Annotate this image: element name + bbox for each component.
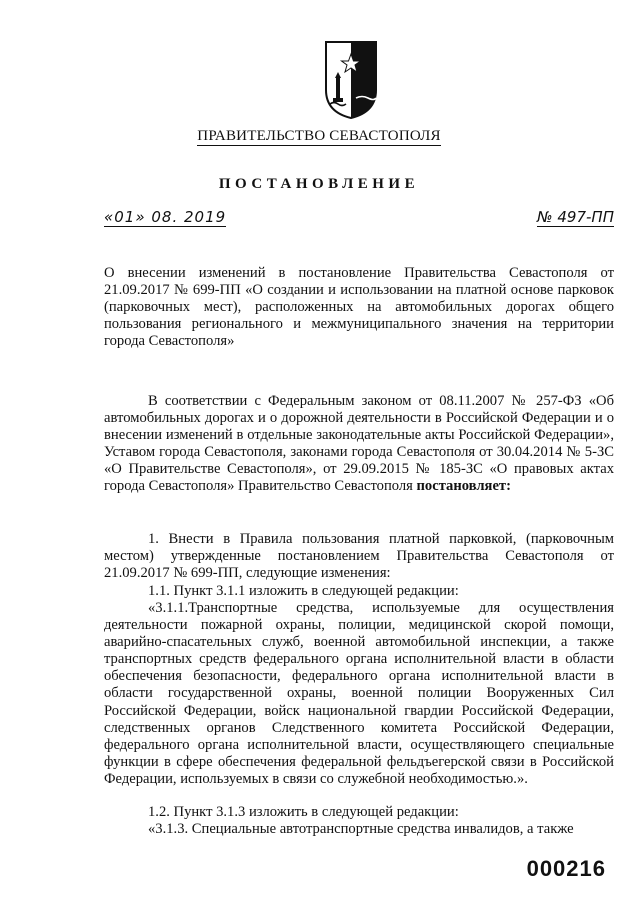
clause-3-1-3-text: «3.1.3. Специальные автотранспортные средства инвалидов, а также [148, 821, 574, 837]
document-number-value: № 497-ПП [537, 208, 614, 226]
government-name-text: ПРАВИТЕЛЬСТВО СЕВАСТОПОЛЯ [197, 128, 441, 144]
clause-1: 1. Внести в Правила пользования платной парковкой, (парковочным местом) утвержденные постановлением Правительства Севастополя от 21.09.2017 № 699-ПП, следующие изменения: [104, 531, 614, 582]
page-serial-number: 000216 [526, 856, 606, 881]
sevastopol-coat-of-arms-icon [322, 38, 380, 120]
document-title: О внесении изменений в постановление Правительства Севастополя от 21.09.2017 № 699-ПП «О создании и использовании на платной основе парковок (парковочных мест), расположенных на автомобильных дорогах общего пользования регионального и межмуниципального значения на территории города Севастополя» [104, 265, 614, 350]
document-number [537, 208, 614, 226]
preamble-text: В соответствии с Федеральным законом от 08.11.2007 № 257-ФЗ «Об автомобильных дорогах и о дорожной деятельности в Российской Федерации и о внесении изменений в отдельные законодательные акты Российской Федерации», Уставом города Севастополя, законами города Севастополя от 30.04.2014 № 5-ЗС «О Правительстве Севастополя», от 29.09.2015 № 185-ЗС «О правовых актах города Севастополя» Правительство Севастополя [104, 393, 614, 495]
clause-1-1: 1.1. Пункт 3.1.1 изложить в следующей редакции: [148, 583, 459, 599]
clause-3-1-1-text: «3.1.1.Транспортные средства, используемые для осуществления деятельности пожарной охраны, полиции, медицинской скорой помощи, аварийно-спасательных служб, военной автомобильной инспекции, а также транспортных средств федерального органа исполнительной власти в области обеспечения безопасности, федерального органа исполнительной власти в области государственной охраны, военной полиции Вооруженных Сил Российской Федерации, войск национальной гвардии Российской Федерации, следственных органов Следственного комитета Российской Федерации, федерального органа исполнительной власти, осуществляющего специальные функции в сфере обеспечения федеральной фельдъегерской связи в Российской Федерации, используемых в связи со служебной необходимостью.». [104, 600, 614, 787]
document-date [104, 208, 226, 226]
government-name [0, 128, 638, 145]
clause-1-2: 1.2. Пункт 3.1.3 изложить в следующей редакции: [148, 804, 459, 820]
resolves-word: постановляет: [416, 478, 511, 495]
document-type: ПОСТАНОВЛЕНИЕ [218, 176, 420, 192]
preamble-paragraph [104, 393, 614, 496]
document-date-value: «01» 08. 2019 [104, 208, 227, 226]
